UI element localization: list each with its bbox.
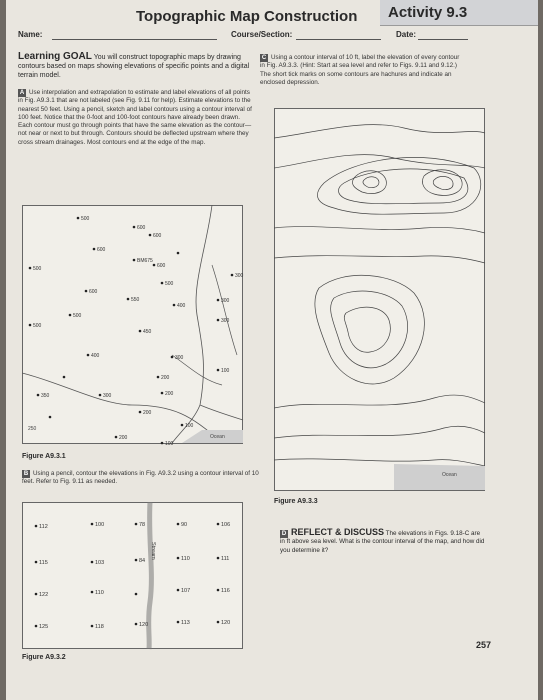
elevation-point-label: 400 — [91, 353, 100, 359]
ocean-area-c — [394, 464, 485, 490]
elevation-point-label: 600 — [137, 225, 146, 231]
grid-point-dot — [217, 589, 220, 592]
figure-a933-caption: Figure A9.3.3 — [274, 498, 318, 505]
elevation-point-dot — [69, 314, 72, 317]
elevation-point-dot — [217, 369, 220, 372]
grid-point-dot — [177, 589, 180, 592]
grid-point-label: 111 — [221, 556, 230, 562]
elevation-point-dot — [161, 442, 164, 445]
elevation-point-label: 450 — [143, 329, 152, 335]
elevation-point-dot — [99, 394, 102, 397]
task-c-text: Using a contour interval of 10 ft, label the elevation of every contour in Fig. A9.3.3. (Hint: Start at sea level and refer to Figs. 9.11 and 9.12.) The short tick marks on some contours are hachures and indicate an enclosed depression. — [260, 54, 460, 86]
grid-point-label: 112 — [39, 524, 48, 530]
grid-point-label: 113 — [181, 620, 190, 626]
task-b — [22, 470, 260, 487]
grid-point-dot — [35, 525, 38, 528]
grid-point-label: 118 — [95, 624, 104, 630]
elevation-point-dot — [161, 392, 164, 395]
elevation-point-dot — [173, 304, 176, 307]
elevation-point-label: 300 — [235, 273, 244, 279]
elevation-point-dot — [115, 436, 118, 439]
task-a — [18, 89, 256, 147]
grid-point-dot — [135, 523, 138, 526]
map-frame-c — [275, 109, 485, 491]
elevation-point-label: 100 — [165, 441, 174, 445]
figure-a933-map — [274, 108, 486, 492]
elevation-point-dot — [49, 416, 52, 419]
task-d-text: The elevations in Figs. 9.18-C are in ft above sea level. What is the contour interval of the map, and how did you determine it? — [280, 530, 485, 554]
elevation-point-dot — [139, 411, 142, 414]
elevation-point-label: 400 — [177, 303, 186, 309]
elevation-point-label: BM675 — [137, 258, 153, 264]
grid-point-dot — [35, 625, 38, 628]
grid-point-label: 90 — [181, 522, 188, 528]
elevation-point-label: 500 — [165, 281, 174, 287]
elevation-point-label: 100 — [221, 368, 230, 374]
map-frame — [23, 206, 243, 444]
elevation-point-label: 550 — [131, 297, 140, 303]
grid-point-label: 106 — [221, 522, 231, 528]
elevation-point-label: 500 — [33, 323, 42, 329]
elevation-point-dot — [181, 424, 184, 427]
grid-point-label: 122 — [39, 592, 49, 598]
elevation-point-dot — [139, 330, 142, 333]
elevation-point-dot — [217, 319, 220, 322]
grid-point-label: 125 — [39, 624, 49, 630]
elevation-point-dot — [149, 234, 152, 237]
worksheet-page — [6, 0, 538, 700]
elevation-point-label: 600 — [157, 263, 166, 269]
elevation-point-dot — [133, 226, 136, 229]
figure-a932-grid — [22, 502, 244, 650]
task-b-marker: B — [23, 471, 29, 477]
grid-point-label: 84 — [139, 558, 146, 564]
reflect-heading: REFLECT & DISCUSS — [291, 527, 385, 537]
grid-point-dot — [135, 623, 138, 626]
figure-a931-map — [22, 205, 244, 445]
elevation-point-label: 600 — [153, 233, 162, 239]
task-b-text: Using a pencil, contour the elevations in Fig. A9.3.2 using a contour interval of 10 feet. Refer to Fig. 9.11 as needed. — [22, 470, 259, 486]
grid-point-dot — [91, 523, 94, 526]
page-number: 257 — [476, 640, 492, 650]
date-label: Date: — [396, 30, 417, 39]
elevation-point-label: 200 — [161, 375, 170, 381]
corner-elevation-label: 250 — [28, 426, 37, 432]
grid-point-label: 120 — [139, 622, 149, 628]
elevation-point-dot — [29, 267, 32, 270]
elevation-point-dot — [157, 376, 160, 379]
task-a-text: Use interpolation and extrapolation to estimate and label elevations of all points in Fig. A9.3.1 that are not labeled (see Fig. 9.11 for help). Estimate elevations to the nearest 50 feet. Using a pencil, sketch and label contours using a contour interval of 100 feet. Notice that the 0-foot and 100-foot contours have already been drawn. Each contour must go through points that have the same elevation as the contour—not near or next to but through. Contours should be deflected upstream where they cross stream drainages. Most contours end at the edge of the map. — [18, 89, 252, 146]
name-field[interactable] — [52, 39, 217, 40]
date-field[interactable] — [418, 39, 468, 40]
grid-point-label: 78 — [139, 522, 146, 528]
grid-point-dot — [35, 593, 38, 596]
grid-point-dot — [177, 557, 180, 560]
elevation-point-label: 200 — [165, 391, 174, 397]
ocean-label: Ocean — [210, 434, 225, 440]
grid-point-label: 103 — [95, 560, 105, 566]
elevation-point-dot — [133, 259, 136, 262]
name-label: Name: — [18, 30, 43, 39]
elevation-point-dot — [177, 252, 180, 255]
elevation-point-dot — [217, 299, 220, 302]
grid-point-dot — [135, 559, 138, 562]
elevation-point-label: 300 — [221, 318, 230, 324]
grid-point-label: 120 — [221, 620, 231, 626]
grid-point-dot — [217, 523, 220, 526]
elevation-point-dot — [127, 298, 130, 301]
grid-point-label: 115 — [39, 560, 48, 566]
grid-point-dot — [177, 523, 180, 526]
elevation-point-label: 600 — [97, 247, 106, 253]
elevation-point-dot — [231, 274, 234, 277]
elevation-point-dot — [171, 356, 174, 359]
task-c — [260, 54, 465, 87]
figure-a931-caption: Figure A9.3.1 — [22, 453, 66, 460]
grid-point-label: 110 — [181, 556, 190, 562]
grid-point-dot — [135, 593, 138, 596]
elevation-point-label: 500 — [73, 313, 82, 319]
elevation-point-label: 300 — [103, 393, 112, 399]
elevation-point-label: 600 — [89, 289, 98, 295]
task-d-marker: D — [281, 531, 287, 537]
elevation-point-label: 500 — [81, 216, 90, 222]
learning-goal-text: You will construct topographic maps by drawing contours based on maps showing elevations of specific points and a digital terrain model. — [18, 54, 250, 79]
grid-point-dot — [177, 621, 180, 624]
elevation-point-label: 300 — [175, 355, 184, 361]
elevation-point-label: 300 — [221, 298, 230, 304]
page-title: Topographic Map Construction — [136, 8, 358, 25]
elevation-point-dot — [93, 248, 96, 251]
elevation-point-dot — [153, 264, 156, 267]
elevation-point-dot — [77, 217, 80, 220]
task-d — [280, 528, 485, 555]
grid-point-dot — [91, 591, 94, 594]
elevation-point-dot — [161, 282, 164, 285]
elevation-point-label: 350 — [41, 393, 50, 399]
grid-point-dot — [91, 561, 94, 564]
elevation-point-dot — [29, 324, 32, 327]
course-label: Course/Section: — [231, 30, 293, 39]
learning-goal-heading: Learning GOAL — [18, 51, 92, 62]
grid-point-dot — [91, 625, 94, 628]
elevation-point-label: 200 — [119, 435, 128, 441]
grid-point-dot — [35, 561, 38, 564]
ocean-label-c: Ocean — [442, 472, 457, 478]
elevation-point-label: 500 — [33, 266, 42, 272]
elevation-point-dot — [37, 394, 40, 397]
grid-point-dot — [217, 557, 220, 560]
stream-label: Stream — [150, 542, 156, 560]
elevation-point-label: 100 — [185, 423, 194, 429]
grid-point-label: 116 — [221, 588, 230, 594]
elevation-point-dot — [63, 376, 66, 379]
task-a-marker: A — [19, 90, 25, 96]
elevation-point-dot — [87, 354, 90, 357]
grid-point-label: 110 — [95, 590, 104, 596]
grid-point-label: 107 — [181, 588, 191, 594]
stream-band — [149, 502, 152, 649]
task-c-marker: C — [261, 55, 267, 61]
elevation-point-dot — [85, 290, 88, 293]
activity-badge: Activity 9.3 — [380, 0, 538, 26]
grid-frame — [23, 503, 243, 649]
course-field[interactable] — [296, 39, 381, 40]
elevation-point-label: 200 — [143, 410, 152, 416]
grid-point-dot — [217, 621, 220, 624]
grid-point-label: 100 — [95, 522, 105, 528]
figure-a932-caption: Figure A9.3.2 — [22, 654, 66, 661]
learning-goal — [18, 52, 252, 80]
